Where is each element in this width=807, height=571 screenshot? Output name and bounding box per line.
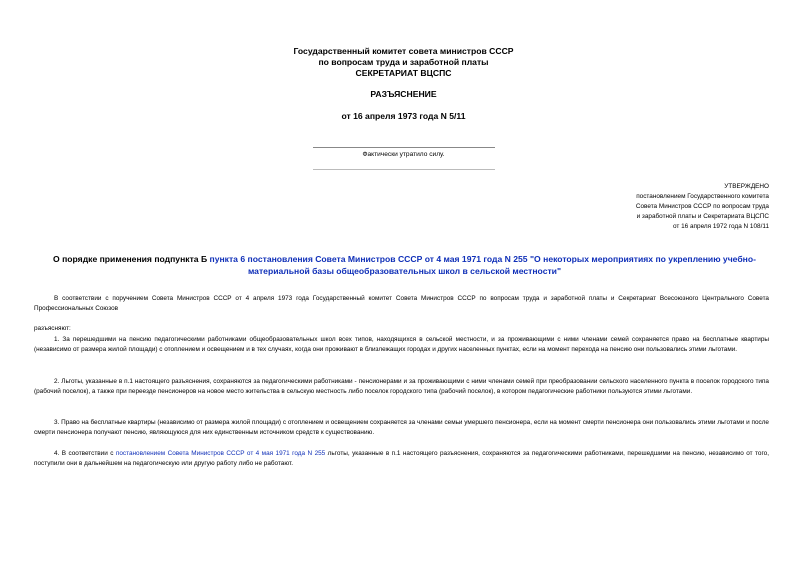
paragraph-3 [34, 418, 769, 439]
paragraph-2-text: 2. Льготы, указанные в п.1 настоящего разъяснения, сохраняются за педагогическими работниками - пенсионерами и за проживающими с ними членами семей при преобразовании сельского населенного пункта в поселок городского типа (рабочий поселок), а также при переезде пенсионеров на новое место жительства в сельскую местность либо поселок городского типа (рабочий поселок), в котором педагогические работники пользуются этими льготами. [34, 378, 769, 396]
document-title [36, 254, 773, 277]
title-prefix: О порядке применения подпункта Б [53, 254, 210, 264]
top-divider [313, 147, 495, 148]
doc-date: от 16 апреля 1973 года N 5/11 [341, 111, 466, 121]
approved-line-3: Совета Министров СССР по вопросам труда [635, 203, 769, 210]
org-line-1: Государственный комитет совета министров СССР [293, 46, 514, 56]
paragraph-1-text: 1. За перешедшими на пенсию педагогическими работниками общеобразовательных школ всех типов, находящихся в сельской местности, и за проживающими с ними членами семей сохраняется право на бесплатные квартиры (независимо от размера жилой площади) с отоплением и освещением и в тех случаях, когда они проживают в близлежащих городах и других населенных пунктах, если на момент перехода на пенсию они пользовались этими льготами. [34, 336, 769, 354]
paragraph-2 [34, 377, 769, 398]
approved-line-1: УТВЕРЖДЕНО [724, 183, 769, 190]
bottom-divider [313, 169, 495, 170]
explains-text: разъясняют: [34, 325, 71, 332]
approved-line-5: от 16 апреля 1972 года N 108/11 [673, 223, 769, 230]
intro-paragraph [34, 294, 769, 315]
title-link[interactable]: пункта 6 постановления Совета Министров СССР от 4 мая 1971 года N 255 "О некоторых мероприятиях по укреплению учебно-материальной базы общеобразовательных школ в сельской местности" [209, 254, 756, 276]
approved-line-2: постановлением Государственного комитета [636, 193, 769, 200]
explains-block [34, 324, 769, 334]
status-note: Фактически утратило силу. [362, 151, 445, 158]
org-line-2: по вопросам труда и заработной платы [318, 57, 489, 67]
p4-link[interactable]: постановлением Совета Министров СССР от 4 мая 1971 года N 255 [115, 450, 326, 457]
intro-text: В соответствии с поручением Совета Министров СССР от 4 апреля 1973 года Государственный комитет Совета Министров СССР по вопросам труда и заработной платы и Секретариат Всесоюзного Центрального Совета Профессиональных Союзов [34, 295, 769, 313]
paragraph-4-text [34, 449, 769, 470]
approval-block [636, 182, 769, 232]
p4-prefix: 4. В соответствии с [54, 450, 116, 457]
approved-line-4: и заработной платы и Секретариата ВЦСПС [636, 213, 769, 220]
doc-type: РАЗЪЯСНЕНИЕ [370, 89, 437, 99]
paragraph-3-text: 3. Право на бесплатные квартиры (независимо от размера жилой площади) с отоплением и освещением сохраняется за членами семьи умершего пенсионера, если на момент смерти пенсионера они пользовались этими льготами и после смерти пенсионера получают пенсию, являющуюся для них единственным источником средств к существованию. [34, 419, 769, 437]
paragraph-1 [34, 335, 769, 356]
document-header [0, 46, 807, 79]
org-line-3: СЕКРЕТАРИАТ ВЦСПС [355, 68, 452, 78]
p4-suffix: льготы, указанные в п.1 настоящего разъяснения, сохраняются за педагогическими работниками, перешедшими на пенсию, независимо от того, поступили они в дальнейшем на педагогическую или другую работу либо не работают. [34, 450, 769, 468]
paragraph-4 [34, 449, 769, 470]
